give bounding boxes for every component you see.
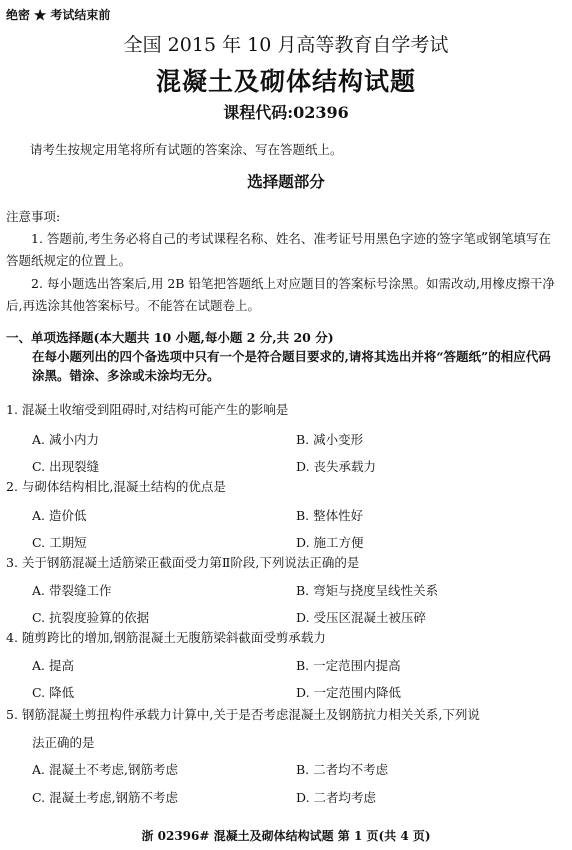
- option-c: C. 抗裂度验算的依据: [32, 610, 150, 625]
- option-b: B. 一定范围内提高: [296, 658, 401, 673]
- section-heading: 选择题部分: [247, 172, 325, 191]
- question-stem: 5. 钢筋混凝土剪扭构件承载力计算中,关于是否考虑混凝土及钢筋抗力相关关系,下列说: [6, 707, 480, 722]
- option-a: A. 提高: [32, 658, 74, 673]
- question-stem-continued: 法正确的是: [32, 735, 95, 750]
- option-c: C. 降低: [32, 685, 75, 700]
- option-c: C. 混凝土考虑,钢筋不考虑: [32, 790, 179, 805]
- option-d: D. 一定范围内降低: [296, 685, 402, 700]
- course-code: 课程代码:02396: [223, 103, 349, 122]
- note-item-1: 1. 答题前,考生务必将自己的考试课程名称、姓名、准考证号用黑色字迹的签字笔或钢笔填写在答题纸规定的位置上。: [6, 231, 551, 268]
- option-a: A. 混凝土不考虑,钢筋考虑: [32, 762, 178, 777]
- option-d: D. 受压区混凝土被压碎: [296, 610, 427, 625]
- question-stem: 3. 关于钢筋混凝土适筋梁正截面受力第Ⅱ阶段,下列说法正确的是: [6, 555, 360, 570]
- option-d: D. 丧失承载力: [296, 459, 377, 474]
- paper-title: 混凝土及砌体结构试题: [155, 67, 416, 96]
- part-description: 在每小题列出的四个备选项中只有一个是符合题目要求的,请将其选出并将“答题纸”的相应代码涂黑。错涂、多涂或未涂均无分。: [32, 349, 551, 383]
- notes-label: 注意事项:: [6, 209, 61, 224]
- exam-title: 全国 2015 年 10 月高等教育自学考试: [123, 34, 449, 56]
- confidential-mark: 绝密 ★ 考试结束前: [6, 8, 111, 22]
- option-d: D. 二者均考虑: [296, 790, 377, 805]
- option-c: C. 工期短: [32, 535, 87, 550]
- page-footer: 浙 02396# 混凝土及砌体结构试题 第 1 页(共 4 页): [141, 829, 431, 843]
- option-a: A. 减小内力: [32, 432, 99, 447]
- option-b: B. 整体性好: [296, 508, 364, 523]
- option-b: B. 二者均不考虑: [296, 762, 389, 777]
- option-c: C. 出现裂缝: [32, 459, 100, 474]
- question-stem: 2. 与砌体结构相比,混凝土结构的优点是: [6, 479, 226, 494]
- part-title: 一、单项选择题(本大题共 10 小题,每小题 2 分,共 20 分): [6, 330, 334, 345]
- answer-instruction: 请考生按规定用笔将所有试题的答案涂、写在答题纸上。: [30, 142, 343, 157]
- option-a: A. 带裂缝工作: [32, 583, 112, 598]
- option-d: D. 施工方便: [296, 535, 364, 550]
- question-stem: 1. 混凝土收缩受到阻碍时,对结构可能产生的影响是: [6, 402, 289, 417]
- question-stem: 4. 随剪跨比的增加,钢筋混凝土无腹筋梁斜截面受剪承载力: [6, 630, 326, 645]
- note-item-2: 2. 每小题选出答案后,用 2B 铅笔把答题纸上对应题目的答案标号涂黑。如需改动,用橡皮擦干净后,再选涂其他答案标号。不能答在试题卷上。: [6, 276, 555, 313]
- option-a: A. 造价低: [32, 508, 87, 523]
- option-b: B. 减小变形: [296, 432, 364, 447]
- option-b: B. 弯矩与挠度呈线性关系: [296, 583, 439, 598]
